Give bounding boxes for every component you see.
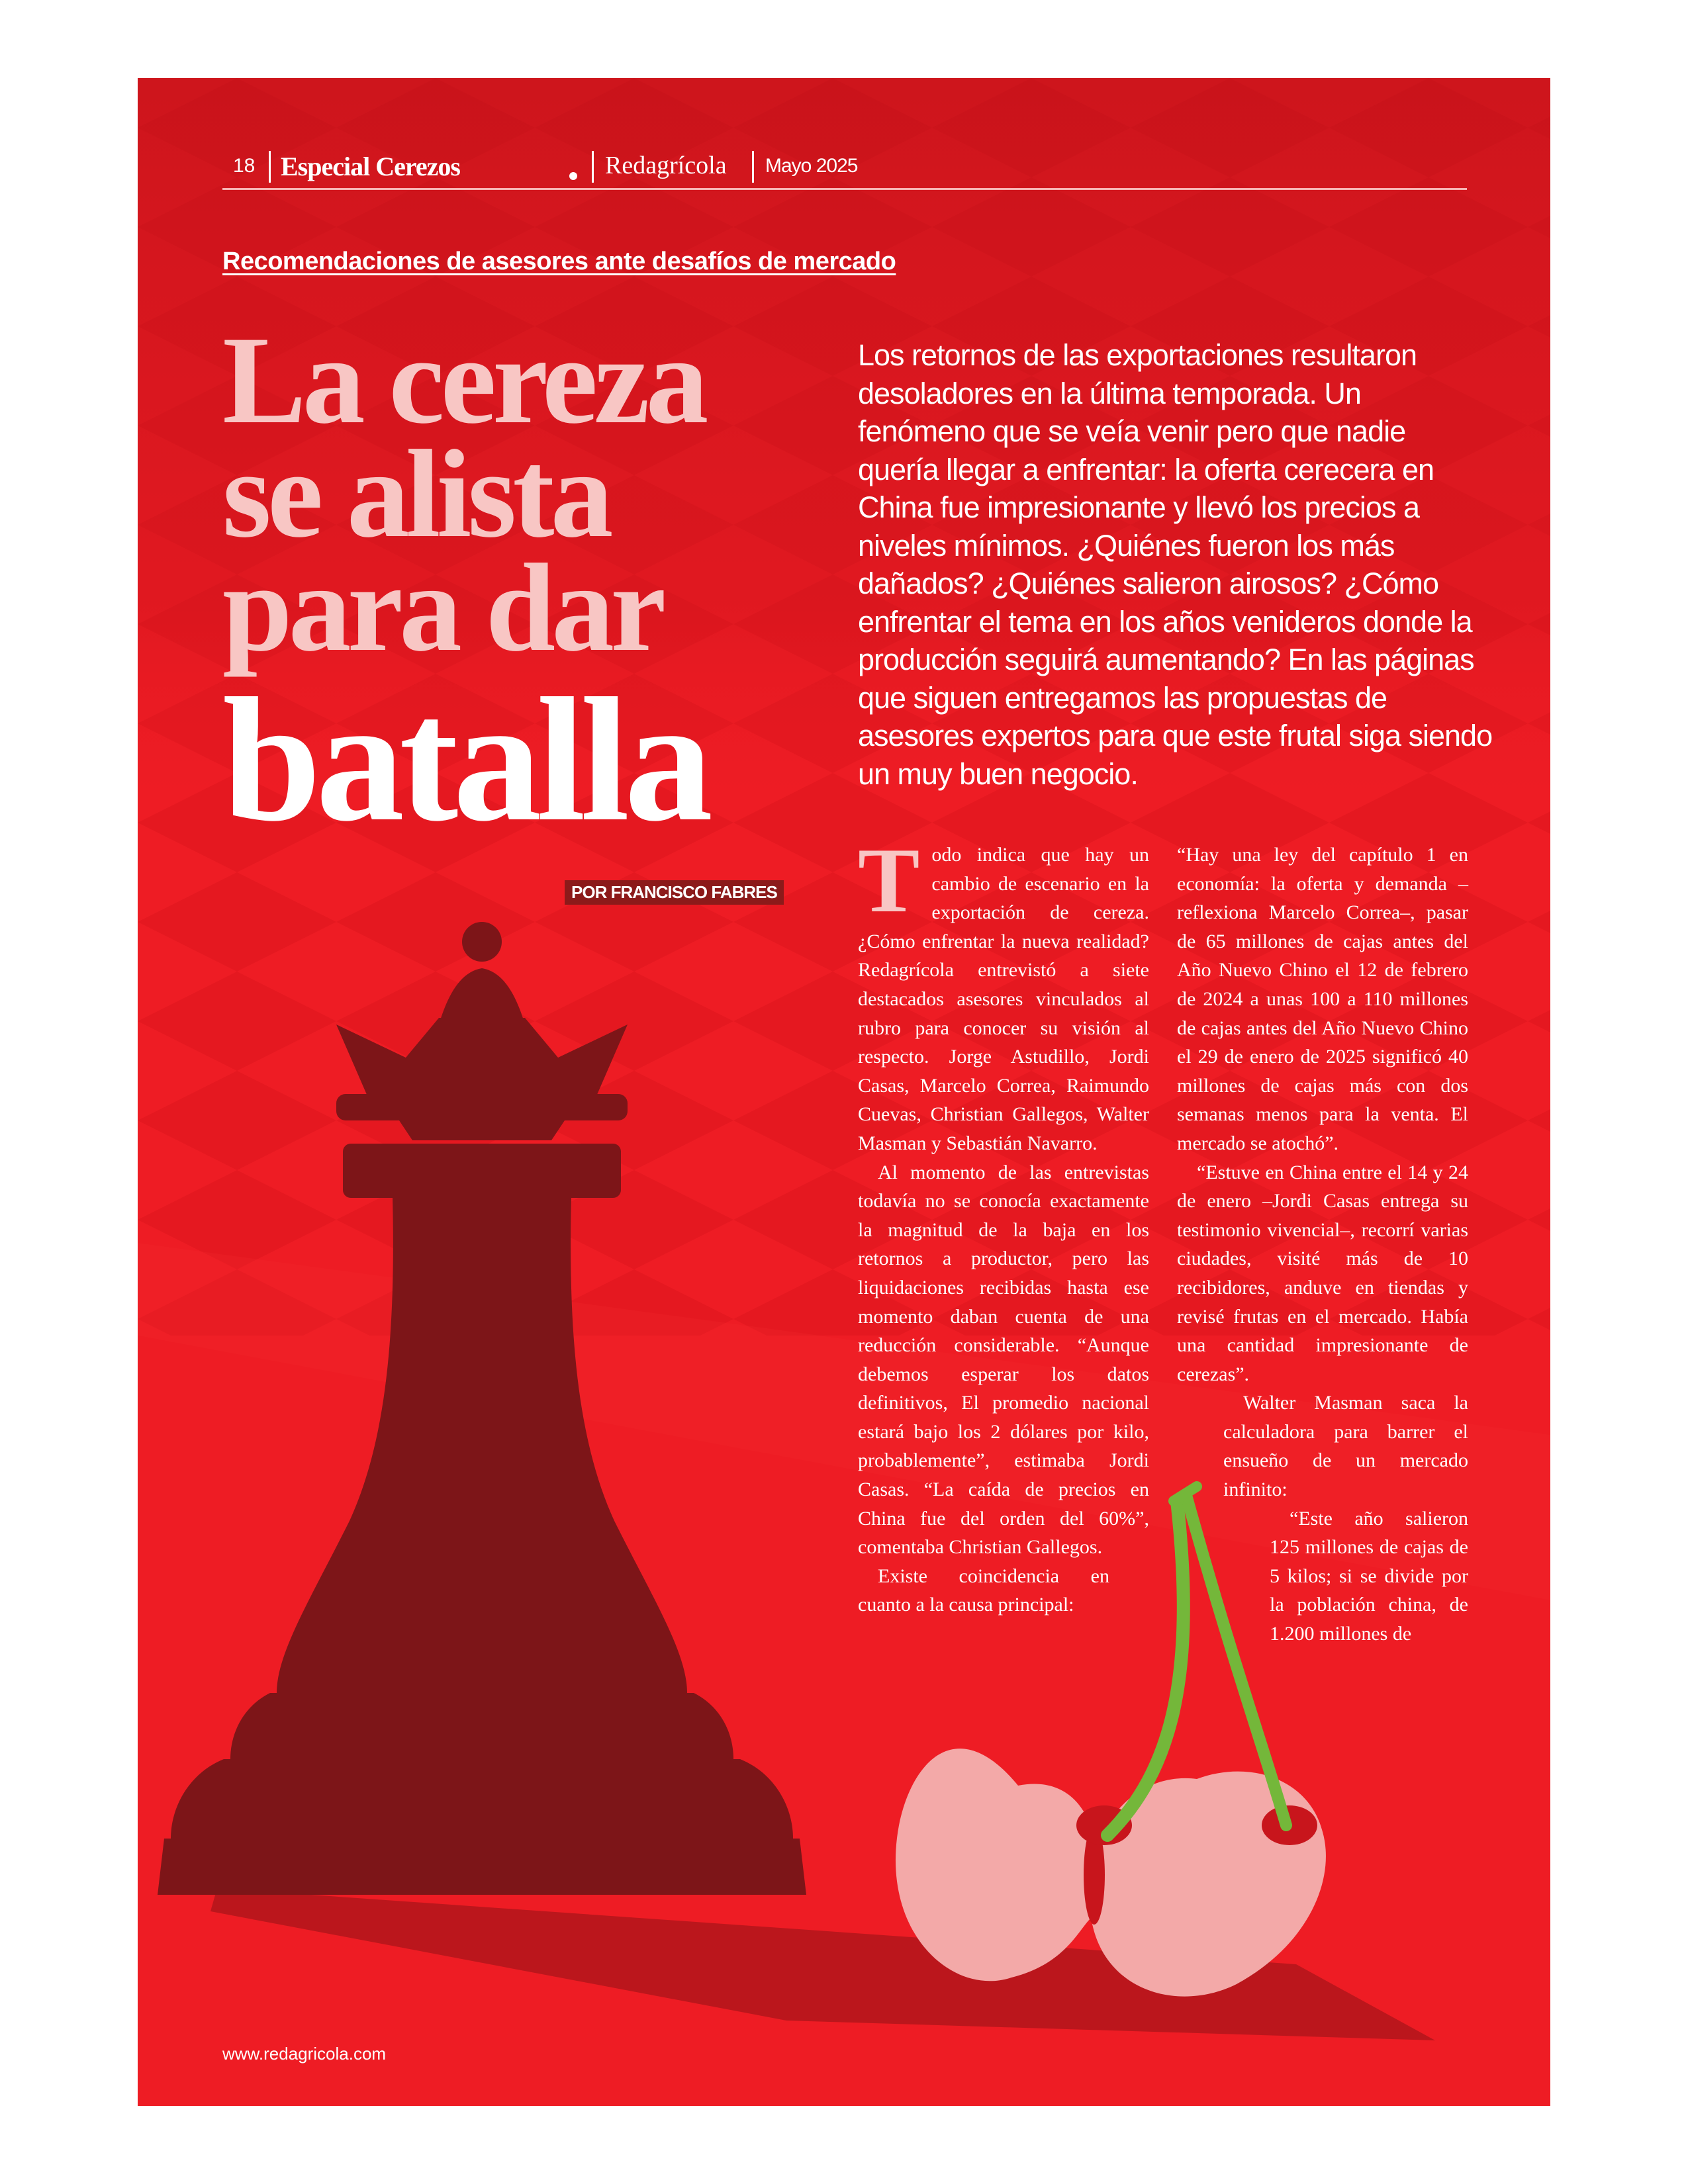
body-column-2 xyxy=(1177,841,1468,1649)
body-paragraph: “Este año salieron 125 millones de cajas de 5 kilos; si se divide por la población china, de 1.200 millones de xyxy=(1270,1507,1468,1645)
body-paragraph: “Hay una ley del capítulo 1 en economía: la oferta y demanda –reflexiona Marcelo Correa–, pasar de 65 millones de cajas antes del Año Nuevo Chino el 12 de febrero de 2024 a unas 100 a 110 millones de cajas antes del Año Nuevo Chino el 29 de enero de 2025 significó 40 millones de cajas más con dos semanas menos para la venta. El mercado se atochó”. xyxy=(1177,844,1468,1154)
magazine-page xyxy=(138,78,1550,2106)
headline-line: se alista xyxy=(222,425,610,564)
byline: POR FRANCISCO FABRES xyxy=(565,880,784,905)
body-paragraph: odo indica que hay un cambio de escenario en la exportación de cereza. ¿Cómo enfrentar la nueva realidad? Redagrícola entrevistó a siete destacados asesores vinculados al rubro para conocer su visión al respecto. Jorge Astudillo, Jordi Casas, Marcelo Correa, Raimundo Cuevas, Christian Gallegos, Walter Masman y Sebastián Navarro. xyxy=(858,844,1149,1154)
body-paragraph: Al momento de las entrevistas todavía no se conocía exactamente la magnitud de la baja en los retornos a productor, pero las liquidaciones recibidas hasta ese momento daban cuenta de una reducción considerable. “Aunque debemos esperar los datos definitivos, El promedio nacional estará bajo los 2 dólares por kilo, probablemente”, estimaba Jordi Casas. “La caída de precios en China fue del orden del 60%”, comentaba Christian Gallegos. xyxy=(858,1161,1149,1559)
headline-line: La cereza xyxy=(222,311,705,450)
headline-line: batalla xyxy=(222,661,708,858)
kicker: Recomendaciones de asesores ante desafíos de mercado xyxy=(222,248,896,275)
body-column-1 xyxy=(858,829,1149,1619)
headline-line: para dar xyxy=(222,539,663,678)
website-url[interactable]: www.redagricola.com xyxy=(222,2044,387,2064)
drop-cap: T xyxy=(858,829,920,932)
page-number: 18 xyxy=(233,155,256,177)
brand-name: Redagrícola xyxy=(605,152,727,179)
body-paragraph: Existe coincidencia en cuanto a la causa principal: xyxy=(858,1565,1109,1616)
body-paragraph: Walter Masman saca la calculadora para barrer el ensueño de un mercado infinito: xyxy=(1223,1392,1468,1501)
body-paragraph: “Estuve en China entre el 14 y 24 de enero –Jordi Casas entrega su testimonio vivencial–, recorrí varias ciudades, visité más de 10 recibidores, anduve en tiendas y revisé frutas en el mercado. Había una cantidad impresionante de cerezas”. xyxy=(1177,1161,1468,1385)
section-title: Especial Cerezos xyxy=(281,152,460,181)
intro-paragraph: Los retornos de las exportaciones resultaron desoladores en la última temporada. Un fenómeno que se veía venir pero que nadie quería llegar a enfrentar: la oferta cerecera en China fue impresionante y llevó los precios a niveles mínimos. ¿Quiénes fueron los más dañados? ¿Quiénes salieron airosos? ¿Cómo enfrentar el tema en los años venideros donde la producción seguirá aumentando? En las páginas que siguen entregamos las propuestas de asesores expertos para que este frutal siga siendo un muy buen negocio. xyxy=(858,338,1493,791)
issue-date: Mayo 2025 xyxy=(765,155,858,177)
queen-chess-piece-icon xyxy=(158,922,806,1895)
